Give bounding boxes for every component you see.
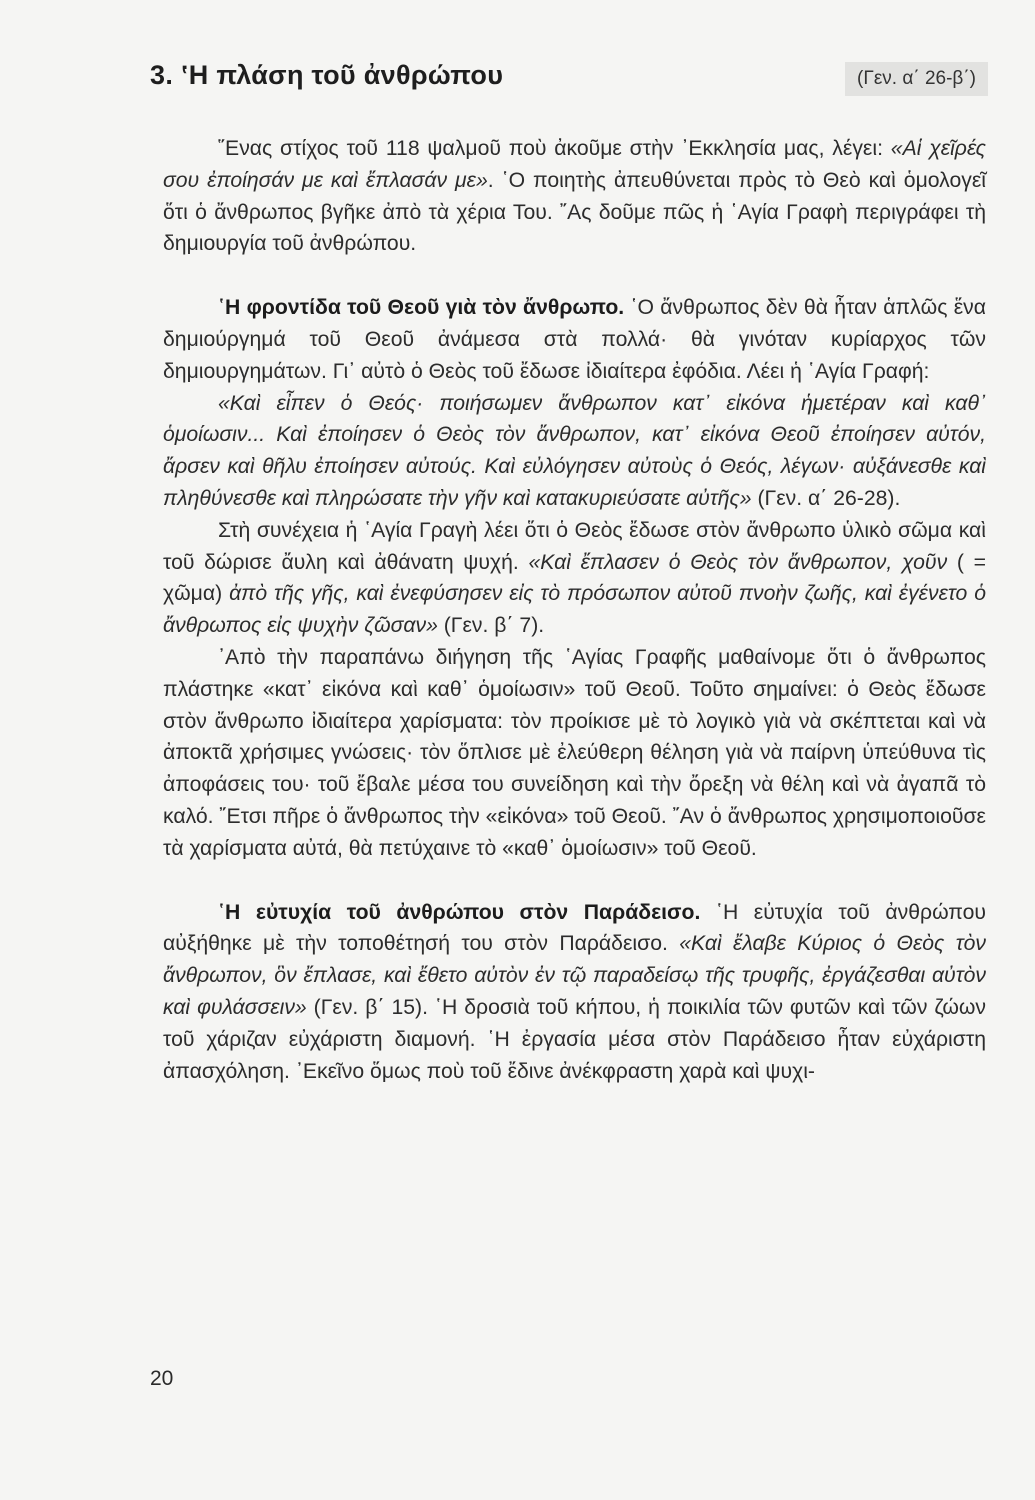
section1-paragraph-2 [163,515,986,642]
page-number: 20 [150,1367,174,1390]
psalm-quote: «Αἱ χεῖρές σου ἐποίησάν με καὶ ἔπλασάν με» [163,137,986,192]
section2-paragraph [163,897,986,1088]
section1-text: ῾Ο ἄνθρωπος δὲν θὰ ἦταν ἁπλῶς ἕνα δημιούργημά τοῦ Θεοῦ ἀνάμεσα στὰ πολλά· θὰ γινόταν κυρίαρχος τῶν δημιουργημάτων. Γι᾿ αὐτὸ ὁ Θεὸς τοῦ ἔδωσε ἰδιαίτερα ἐφόδια. Λέει ἡ ῾Αγία Γραφή: [163,296,986,383]
genesis-quote-paragraph [163,388,986,515]
intro-text-1: ῞Ενας στίχος τοῦ 118 ψαλμοῦ ποὺ ἀκοῦμε στὴν ᾿Εκκλησία μας, λέγει: [218,137,891,160]
spacer [163,260,986,292]
spacer [163,865,986,897]
section1-p2-quote-2: ἀπὸ τῆς γῆς, καὶ ἐνεφύσησεν εἰς τὸ πρόσωπον αὐτοῦ πνοὴν ζωῆς, καὶ ἐγένετο ὁ ἄνθρωπος εἰς ψυχὴν ζῶσαν» [163,582,986,638]
genesis-quote-ref: (Γεν. α΄ 26-28). [751,486,901,510]
chapter-title: 3. ʽΗ πλάση τοῦ ἀνθρώπου [150,60,504,90]
section1-heading: ῾Η φροντίδα τοῦ Θεοῦ γιὰ τὸν ἄνθρωπο. [218,296,625,320]
chapter-reference: (Γεν. α΄ 26-β΄) [845,62,988,96]
section1-paragraph-3: ᾿Απὸ τὴν παραπάνω διήγηση τῆς ῾Αγίας Γραφῆς μαθαίνομε ὅτι ὁ ἄνθρωπος πλάστηκε «κατ᾿ εἰκόνα καὶ καθ᾿ ὁμοίωσιν» τοῦ Θεοῦ. Τοῦτο σημαίνει: ὁ Θεὸς ἔδωσε στὸν ἄνθρωπο ἰδιαίτερα χαρίσματα: τὸν προίκισε μὲ τὸ λογικὸ γιὰ νὰ σκέπτεται καὶ νὰ ἀποκτᾶ χρήσιμες γνώσεις· τὸν ὅπλισε μὲ ἐλεύθερη θέληση γιὰ νὰ παίρνη ὑπεύθυνα τὶς ἀποφάσεις του· τοῦ ἔβαλε μέσα του συνείδηση καὶ τὴν ὄρεξη νὰ θέλη καὶ νὰ ἀγαπᾶ τὸ καλό. ῎Ετσι πῆρε ὁ ἄνθρωπος τὴν «εἰκόνα» τοῦ Θεοῦ. ῎Αν ὁ ἄνθρωπος χρησιμοποιοῦσε τὰ χαρίσματα αὐτά, θὰ πετύχαινε τὸ «καθ᾿ ὁμοίωσιν» τοῦ Θεοῦ. [163,645,986,860]
section1-p2-text: Στὴ συνέχεια ἡ ῾Αγία Γραγὴ λέει ὅτι ὁ Θεὸς ἔδωσε στὸν ἄνθρωπο ὑλικὸ σῶμα καὶ τοῦ δώρισε ἄυλη καὶ ἀθάνατη ψυχή. [163,518,986,574]
chapter-heading [150,60,988,104]
section2-quote: «Καὶ ἔλαβε Κύριος ὁ Θεὸς τὸν ἄνθρωπον, ὃν ἔπλασε, καὶ ἔθετο αὐτὸν ἐν τῷ παραδείσῳ τῆς τρυφῆς, ἐργάζεσθαι αὐτὸν καὶ φυλάσσειν» [163,932,986,1019]
body-text [163,133,986,1087]
section1-p2-ref: (Γεν. β΄ 7). [437,614,545,638]
intro-paragraph [163,133,986,260]
genesis-quote: «Καὶ εἶπεν ὁ Θεός· ποιήσωμεν ἄνθρωπον κατ᾿ εἰκόνα ἡμετέραν καὶ καθ᾿ ὁμοίωσιν... Καὶ ἐποίησεν ὁ Θεὸς τὸν ἄνθρωπον, κατ᾿ εἰκόνα Θεοῦ ἐποίησεν αὐτόν, ἄρσεν καὶ θῆλυ ἐποίησεν αὐτούς. Καὶ εὐλόγησεν αὐτοὺς ὁ Θεός, λέγων· αὐξάνεσθε καὶ πληθύνεσθε καὶ πληρώσατε τὴν γῆν καὶ κατακυριεύσατε αὐτῆς» [163,391,986,510]
section1-p2-quote-1: «Καὶ ἔπλασεν ὁ Θεὸς τὸν ἄνθρωπον, χοῦν [528,550,948,574]
section1-p2-gloss: ( = χῶμα) [163,550,987,606]
section1-paragraph-1 [163,292,986,387]
section2-text-2: ῾Η δροσιὰ τοῦ κήπου, ἡ ποικιλία τῶν φυτῶν καὶ τῶν ζώων τοῦ χάριζαν εὐχάριστη διαμονή. ῾Η ἐργασία μέσα στὸν Παράδεισο ἦταν εὐχάριστη ἀπασχόληση. ᾿Εκεῖνο ὅμως ποὺ τοῦ ἔδινε ἀνέκφραστη χαρὰ καὶ ψυχι- [163,995,986,1083]
section2-text-1: ῾Η εὐτυχία τοῦ ἀνθρώπου αὐξήθηκε μὲ τὴν τοποθέτησή του στὸν Παράδεισο. [163,900,986,956]
section2-quote-ref: (Γεν. β΄ 15). [306,995,428,1019]
intro-text-2: . ῾Ο ποιητὴς ἀπευθύνεται πρὸς τὸ Θεὸ καὶ ὁμολογεῖ ὅτι ὁ ἄνθρωπος βγῆκε ἀπὸ τὰ χέρια Του. ῎Ας δοῦμε πῶς ἡ ῾Αγία Γραφὴ περιγράφει τὴ δημιουργία τοῦ ἀνθρώπου. [163,168,986,256]
section2-heading: ῾Η εὐτυχία τοῦ ἀνθρώπου στὸν Παράδεισο. [218,900,701,924]
